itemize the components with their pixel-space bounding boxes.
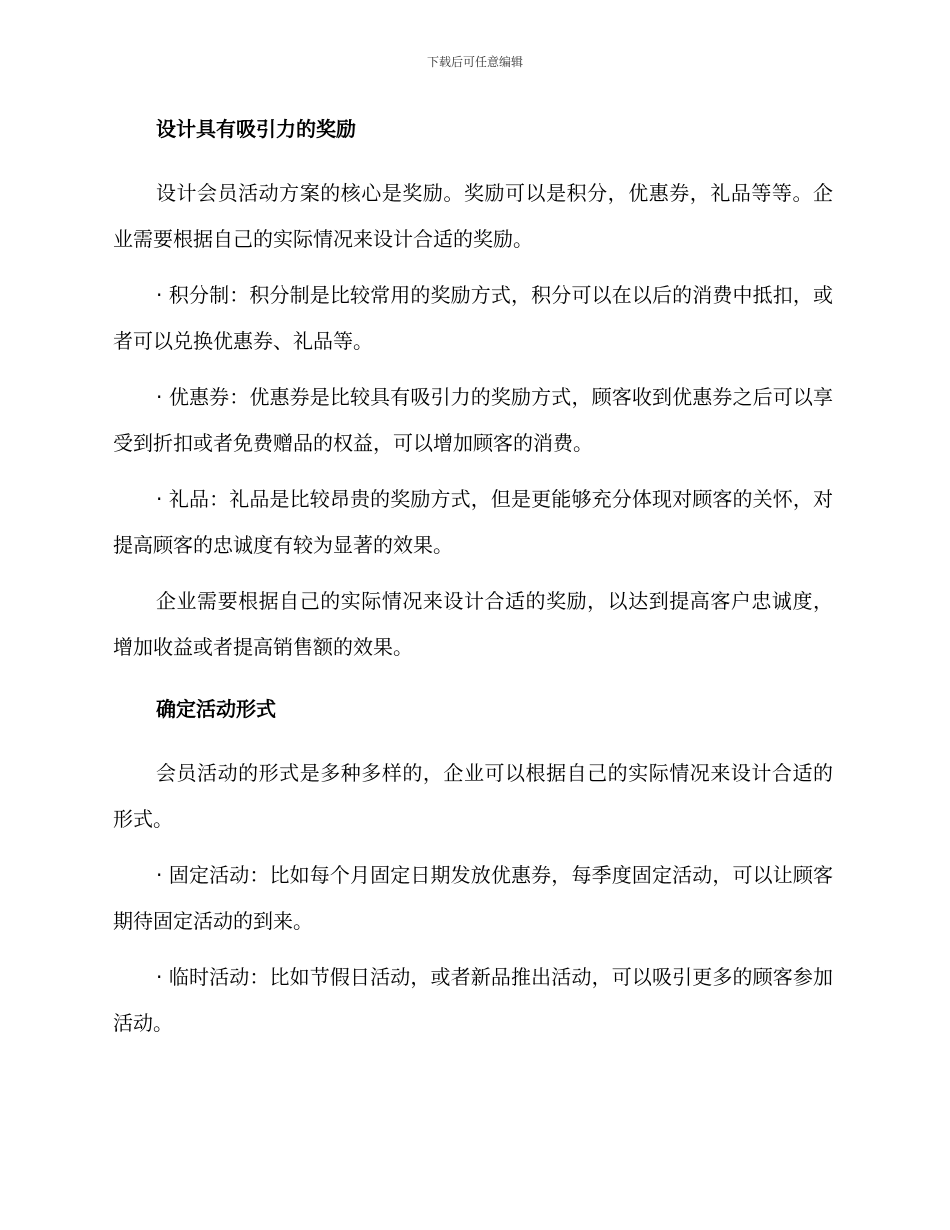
paragraph: 会员活动的形式是多种多样的，企业可以根据自己的实际情况来设计合适的形式。 (113, 761, 833, 831)
bullet-paragraph: · 礼品：礼品是比较昂贵的奖励方式，但是更能够充分体现对顾客的关怀，对提高顾客的忠诚度有较为显著的效果。 (113, 487, 833, 557)
document-body (113, 114, 833, 1046)
bullet-paragraph: · 固定活动：比如每个月固定日期发放优惠券，每季度固定活动，可以让顾客期待固定活动的到来。 (113, 863, 833, 933)
bullet-paragraph: · 优惠券：优惠券是比较具有吸引力的奖励方式，顾客收到优惠券之后可以享受到折扣或者免费赠品的权益，可以增加顾客的消费。 (113, 385, 833, 455)
paragraph: 企业需要根据自己的实际情况来设计合适的奖励，以达到提高客户忠诚度，增加收益或者提高销售额的效果。 (113, 589, 833, 659)
section-activity-format (113, 694, 833, 1046)
bullet-paragraph: · 临时活动：比如节假日活动，或者新品推出活动，可以吸引更多的顾客参加活动。 (113, 965, 833, 1035)
section-heading: 确定活动形式 (156, 697, 276, 721)
section-rewards (113, 114, 833, 670)
bullet-paragraph: · 积分制：积分制是比较常用的奖励方式，积分可以在以后的消费中抵扣，或者可以兑换优惠券、礼品等。 (113, 283, 833, 353)
paragraph: 设计会员活动方案的核心是奖励。奖励可以是积分，优惠券，礼品等等。企业需要根据自己的实际情况来设计合适的奖励。 (113, 181, 833, 251)
section-heading: 设计具有吸引力的奖励 (156, 117, 356, 141)
page-header: 下载后可任意编辑 (426, 55, 523, 69)
